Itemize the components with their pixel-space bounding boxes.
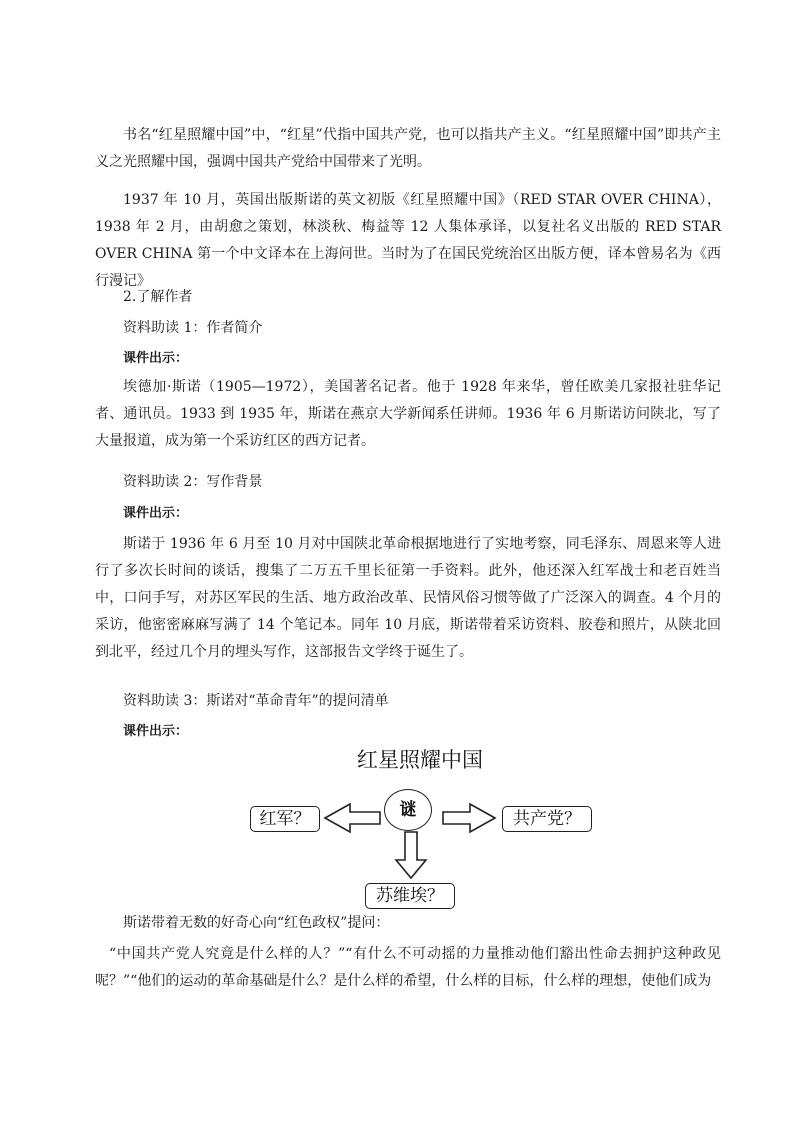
diagram-center-circle: 谜 xyxy=(384,789,432,831)
paragraph-snow-questions: “中国共产党人究竟是什么样的人？”“有什么不可动摇的力量推动他们豁出性命去拥护这种政见呢？”“他们的运动的革命基础是什么？是什么样的希望，什么样的目标，什么样的理想，使他们成为 xyxy=(95,946,721,989)
paragraph-snow-questions-intro: 斯诺带着无数的好奇心向“红色政权”提问： xyxy=(123,915,390,931)
material-2-title: 资料助读 2：写作背景 xyxy=(123,474,263,490)
material-1-title: 资料助读 1：作者简介 xyxy=(123,320,263,336)
red-star-diagram xyxy=(245,745,595,915)
diagram-box-red-army: 红军？ xyxy=(250,806,320,832)
down-arrow xyxy=(396,832,426,878)
diagram-box-communist-party: 共产党？ xyxy=(502,806,592,832)
section-heading-author: 2.了解作者 xyxy=(123,289,193,305)
paragraph-book-title: 书名“红星照耀中国”中，“红星”代指中国共产党，也可以指共产主义。“红星照耀中国”即共产主义之光照耀中国，强调中国共产党给中国带来了光明。 xyxy=(95,127,721,170)
paragraph-author-intro: 埃德加·斯诺（1905—1972），美国著名记者。他于 1928 年来华，曾任欧美几家报社驻华记者、通讯员。1933 到 1935 年，斯诺在燕京大学新闻系任讲师。1936 年 6 月斯诺访问陕北，写了大量报道，成为第一个采访红区的西方记者。 xyxy=(95,379,721,449)
courseware-label-3: 课件出示： xyxy=(123,724,189,739)
left-arrow xyxy=(325,804,380,832)
right-arrow xyxy=(443,804,495,832)
diagram-box-soviet: 苏维埃？ xyxy=(365,883,455,909)
material-3-title: 资料助读 3：斯诺对“革命青年”的提问清单 xyxy=(123,693,389,709)
diagram-title: 红星照耀中国 xyxy=(357,748,483,772)
courseware-label-2: 课件出示： xyxy=(123,506,189,521)
courseware-label-1: 课件出示： xyxy=(123,351,189,366)
paragraph-publication: 1937 年 10 月，英国出版斯诺的英文初版《红星照耀中国》（RED STAR OVER CHINA），1938 年 2 月，由胡愈之策划，林淡秋、梅益等 12 人集体承译，以复社名义出版的 RED STAR OVER CHINA 第一个中文译本在上海问世。当时为了在国民党统治区出版方便，译本曾易名为《西行漫记》 xyxy=(95,192,721,289)
paragraph-background: 斯诺于 1936 年 6 月至 10 月对中国陕北革命根据地进行了实地考察，同毛泽东、周恩来等人进行了多次长时间的谈话，搜集了二万五千里长征第一手资料。此外，他还深入红军战士和老百姓当中，口问手写，对苏区军民的生活、地方政治改革、民情风俗习惯等做了广泛深入的调查。4 个月的采访，他密密麻麻写满了 14 个笔记本。同年 10 月底，斯诺带着采访资料、胶卷和照片，从陕北回到北平，经过几个月的埋头写作，这部报告文学终于诞生了。 xyxy=(95,536,721,660)
